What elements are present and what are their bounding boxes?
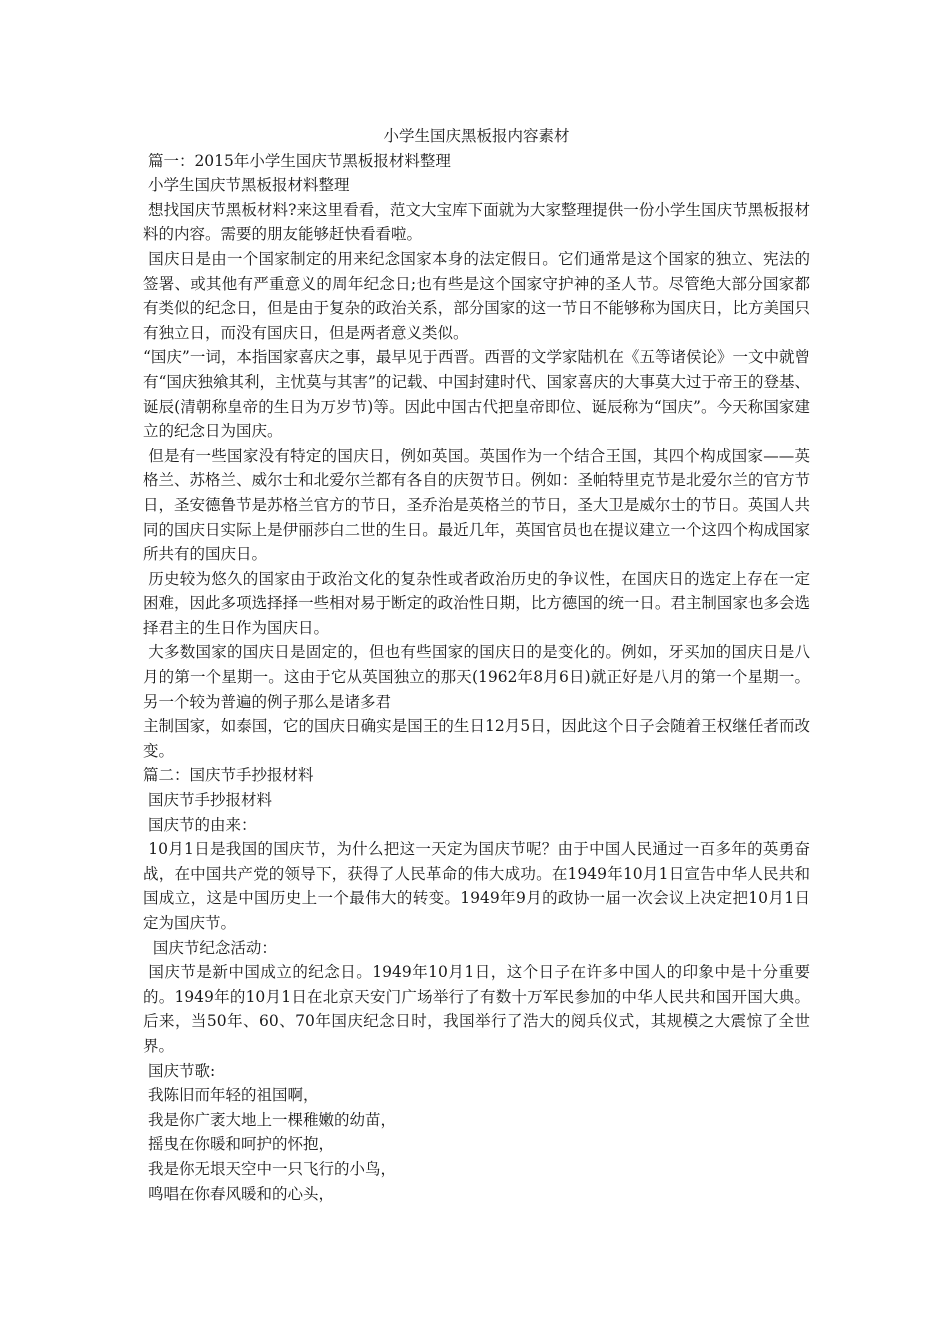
document-body (143, 124, 810, 1206)
paragraph: 小学生国庆节黑板报材料整理 (143, 176, 350, 195)
document-title: 小学生国庆黑板报内容素材 (383, 127, 570, 145)
paragraph: 大多数国家的国庆日是固定的，但也有些国家的国庆日的是变化的。例如，牙买加的国庆日是八月的第一个星期一。这由于它从英国独立的那天(1962年8月6日)就正好是八月的第一个星期一。另一个较为普遍的例子那么是诸多君 (143, 643, 810, 711)
poem-line: 摇曳在你暖和呵护的怀抱， (143, 1135, 334, 1154)
paragraph: 国庆节纪念活动： (143, 938, 277, 957)
paragraph: 国庆节是新中国成立的纪念日。1949年10月1日，这个日子在许多中国人的印象中是十分重要的。1949年的10月1日在北京天安门广场举行了有数十万军民参加的中华人民共和国开国大典。后来，当50年、60、70年国庆纪念日时，我国举行了浩大的阅兵仪式，其规模之大震惊了全世界。 (143, 963, 810, 1055)
paragraph: 国庆日是由一个国家制定的用来纪念国家本身的法定假日。它们通常是这个国家的独立、宪法的签署、或其他有严重意义的周年纪念日;也有些是这个国家守护神的圣人节。尽管绝大部分国家都有类似的纪念日，但是由于复杂的政治关系，部分国家的这一节日不能够称为国庆日，比方美国只有独立日，而没有国庆日，但是两者意义类似。 (143, 249, 810, 342)
paragraph: 历史较为悠久的国家由于政治文化的复杂性或者政治历史的争议性，在国庆日的选定上存在一定困难，因此多项选择择一些相对易于断定的政治性日期，比方德国的统一日。君主制国家也多会选择君主的生日作为国庆日。 (143, 569, 810, 637)
paragraph: 想找国庆节黑板材料?来这里看看，范文大宝库下面就为大家整理提供一份小学生国庆节黑板报材料的内容。需要的朋友能够赶快看看啦。 (143, 200, 810, 244)
poem-line: 我是你广袤大地上一棵稚嫩的幼苗， (143, 1110, 396, 1129)
paragraph: 国庆节手抄报材料 (143, 791, 272, 810)
paragraph: 国庆节歌: (143, 1061, 216, 1080)
paragraph: 主制国家，如泰国，它的国庆日确实是国王的生日12月5日，因此这个日子会随着王权继任者而改变。 (143, 717, 810, 760)
poem-line: 我是你无垠天空中一只飞行的小鸟， (143, 1159, 396, 1178)
paragraph: 10月1日是我国的国庆节，为什么把这一天定为国庆节呢？由于中国人民通过一百多年的英勇奋战，在中国共产党的领导下，获得了人民革命的伟大成功。在1949年10月1日宣告中华人民共和国成立，这是中国历史上一个最伟大的转变。1949年9月的政协一届一次会议上决定把10月1日定为国庆节。 (143, 840, 810, 932)
poem-line: 我陈旧而年轻的祖国啊， (143, 1086, 319, 1105)
section-heading: 篇二：国庆节手抄报材料 (143, 766, 314, 785)
paragraph: 国庆节的由来： (143, 815, 257, 834)
paragraph: 篇一：2015年小学生国庆节黑板报材料整理 (143, 151, 451, 170)
paragraph: “国庆”一词，本指国家喜庆之事，最早见于西晋。西晋的文学家陆机在《五等诸侯论》一文中就曾有“国庆独飨其利，主忧莫与其害”的记载、中国封建时代、国家喜庆的大事莫大过于帝王的登基、诞辰(清朝称皇帝的生日为万岁节)等。因此中国古代把皇帝即位、诞辰称为“国庆”。今天称国家建立的纪念日为国庆。 (143, 348, 810, 441)
poem-line: 鸣唱在你春风暖和的心头， (143, 1184, 334, 1203)
paragraph: 但是有一些国家没有特定的国庆日，例如英国。英国作为一个结合王国，其四个构成国家——英格兰、苏格兰、威尔士和北爱尔兰都有各自的庆贺节日。例如：圣帕特里克节是北爱尔兰的官方节日，圣安德鲁节是苏格兰官方的节日，圣乔治是英格兰的节日，圣大卫是威尔士的节日。英国人共同的国庆日实际上是伊丽莎白二世的生日。最近几年，英国官员也在提议建立一个这四个构成国家所共有的国庆日。 (143, 446, 810, 564)
